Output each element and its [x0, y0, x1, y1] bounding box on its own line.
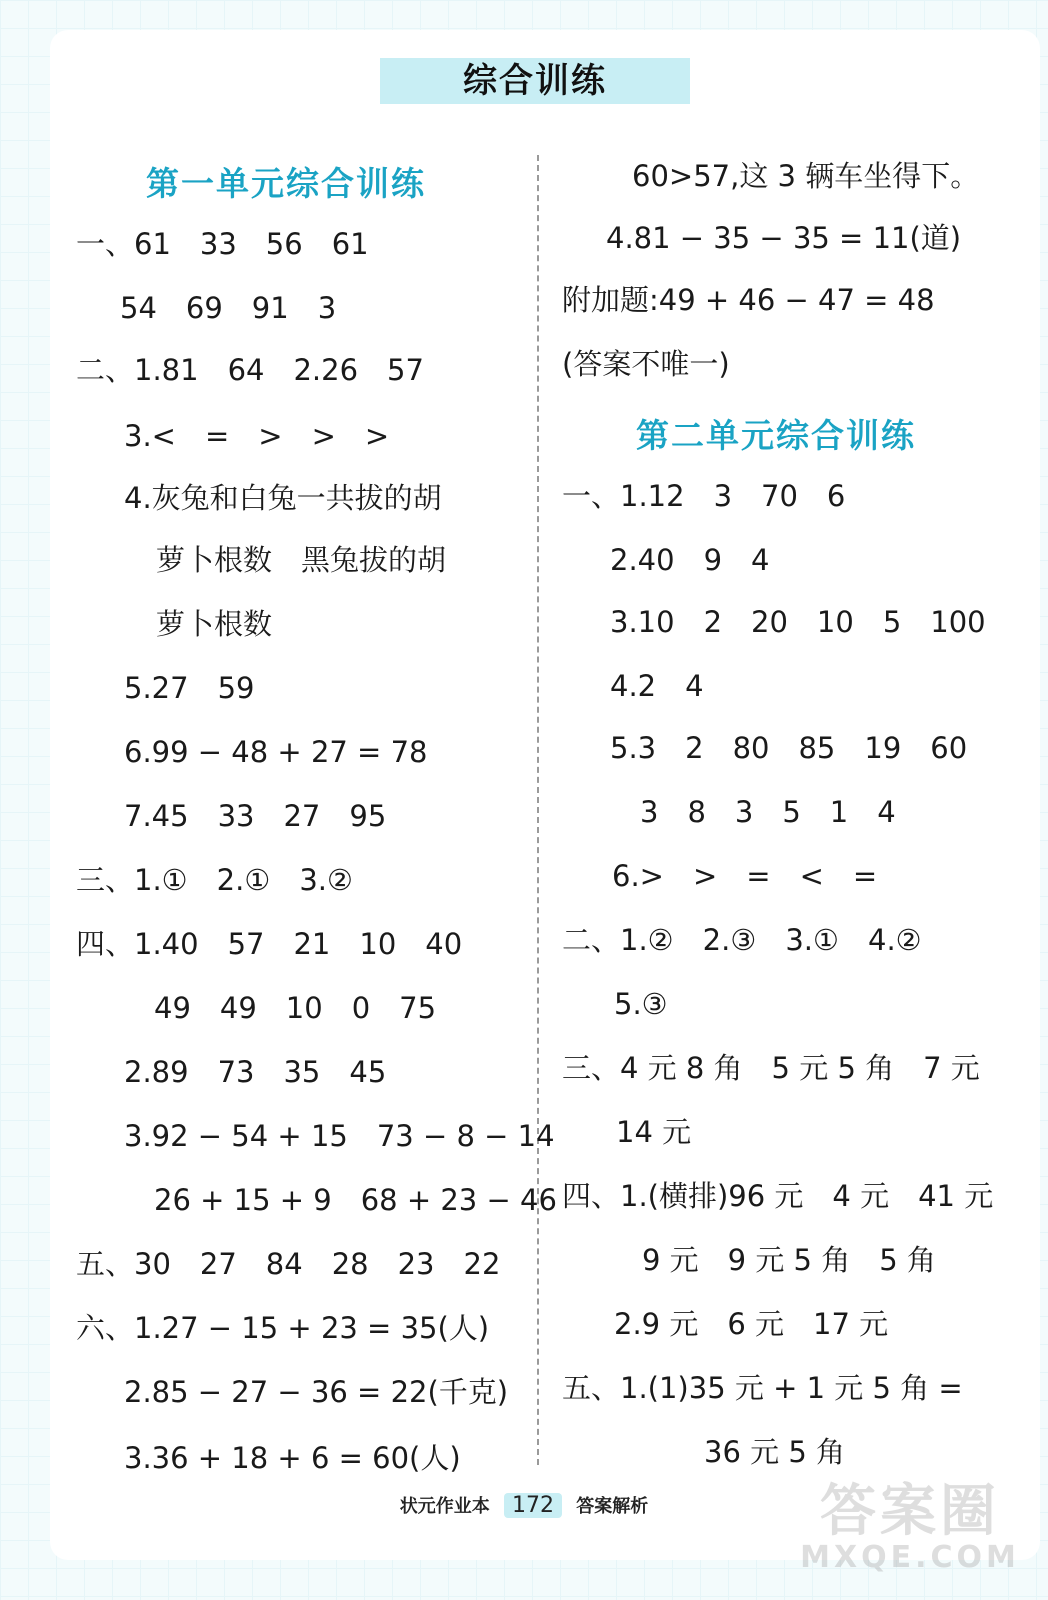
- left-line: 7.45 33 27 95: [124, 799, 387, 833]
- left-line: 三、1.① 2.① 3.②: [76, 863, 354, 897]
- right-section-title: 第二单元综合训练: [636, 416, 916, 455]
- right-line: 一、1.12 3 70 6: [562, 479, 846, 513]
- right-line: 36 元 5 角: [704, 1435, 846, 1469]
- left-line: 萝卜根数: [156, 607, 273, 641]
- right-line: 三、4 元 8 角 5 元 5 角 7 元: [562, 1051, 980, 1085]
- left-line: 6.99 − 48 + 27 = 78: [124, 735, 428, 769]
- left-line: 26 + 15 + 9 68 + 23 − 46: [154, 1183, 557, 1217]
- right-line: 4.81 − 35 − 35 = 11(道): [606, 221, 962, 255]
- left-line: 49 49 10 0 75: [154, 991, 437, 1025]
- right-line: 附加题:49 + 46 − 47 = 48: [562, 283, 935, 317]
- footer-section-name: 答案解析: [576, 1496, 649, 1517]
- left-line: 3.92 − 54 + 15 73 − 8 − 14: [124, 1119, 555, 1153]
- page-title: 综合训练: [463, 61, 607, 101]
- left-line: 六、1.27 − 15 + 23 = 35(人): [76, 1311, 490, 1345]
- right-line: 14 元: [616, 1115, 692, 1149]
- watermark-logo: [790, 1479, 1030, 1582]
- watermark-text-top: 答案圈: [820, 1479, 1000, 1544]
- right-line: 2.40 9 4: [610, 543, 770, 577]
- left-line: 四、1.40 57 21 10 40: [76, 927, 463, 961]
- footer-book-name: 状元作业本: [399, 1496, 490, 1517]
- left-line: 一、61 33 56 61: [76, 227, 369, 261]
- left-line: 二、1.81 64 2.26 57: [76, 353, 424, 387]
- column-divider: [537, 155, 539, 1465]
- left-section-title: 第一单元综合训练: [146, 164, 426, 203]
- right-line: 5.3 2 80 85 19 60: [610, 731, 968, 765]
- right-line: 五、1.(1)35 元 + 1 元 5 角 =: [562, 1371, 963, 1405]
- right-line: 4.2 4: [610, 669, 704, 703]
- right-line: 5.③: [614, 987, 668, 1021]
- left-line: 3.36 + 18 + 6 = 60(人): [124, 1441, 461, 1475]
- right-line: (答案不唯一): [562, 347, 730, 381]
- left-line: 2.85 − 27 − 36 = 22(千克): [124, 1375, 509, 1409]
- left-line: 萝卜根数 黑兔拔的胡: [156, 543, 447, 577]
- right-line: 3.10 2 20 10 5 100: [610, 605, 986, 639]
- right-line: 2.9 元 6 元 17 元: [614, 1307, 889, 1341]
- left-line: 3.< = > > >: [124, 419, 390, 453]
- right-line: 四、1.(横排)96 元 4 元 41 元: [562, 1179, 994, 1213]
- right-line: 6.> > = < =: [612, 859, 878, 893]
- left-line: 54 69 91 3: [120, 291, 337, 325]
- left-line: 2.89 73 35 45: [124, 1055, 387, 1089]
- watermark-text-bottom: MXQE.COM: [800, 1540, 1020, 1575]
- page-number: 172: [504, 1493, 562, 1518]
- right-line: 3 8 3 5 1 4: [640, 795, 896, 829]
- right-line: 60>57,这 3 辆车坐得下。: [632, 159, 980, 193]
- left-line: 4.灰兔和白兔一共拔的胡: [124, 481, 442, 515]
- right-line: 二、1.② 2.③ 3.① 4.②: [562, 923, 922, 957]
- left-line: 5.27 59: [124, 671, 255, 705]
- left-line: 五、30 27 84 28 23 22: [76, 1247, 501, 1281]
- right-line: 9 元 9 元 5 角 5 角: [642, 1243, 936, 1277]
